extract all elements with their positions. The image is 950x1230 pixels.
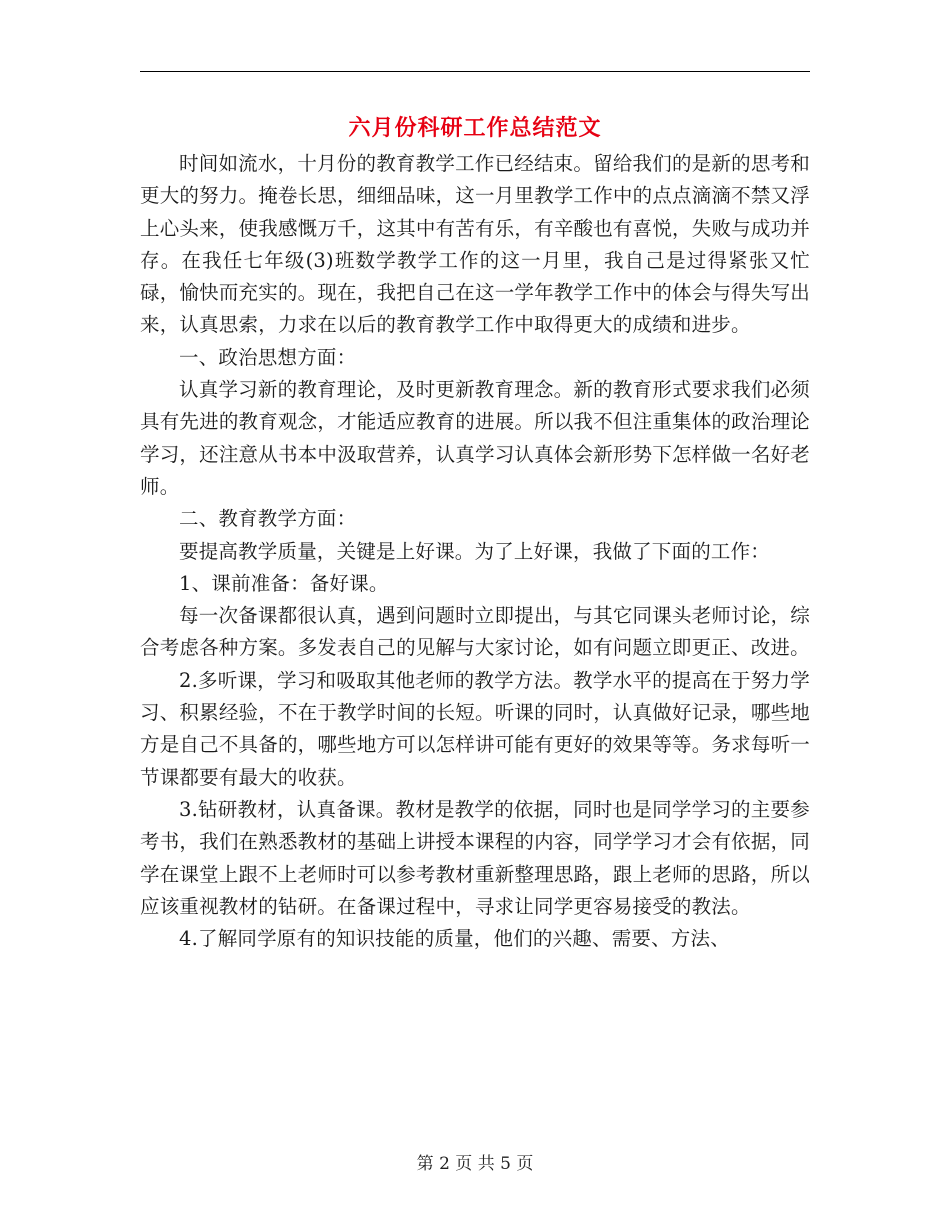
- list-item-3: 3.钻研教材，认真备课。教材是教学的依据，同时也是同学学习的主要参考书，我们在熟悉教材的基础上讲授本课程的内容，同学学习才会有依据，同学在课堂上跟不上老师时可以参考教材重新整理思路，跟上老师的思路，所以应该重视教材的钻研。在备课过程中，寻求让同学更容易接受的教法。: [140, 797, 810, 918]
- paragraph-politics: 认真学习新的教育理论，及时更新教育理念。新的教育形式要求我们必须具有先进的教育观念，才能适应教育的进展。所以我不但注重集体的政治理论学习，还注意从书本中汲取营养，认真学习认真体会新形势下怎样做一名好老师。: [140, 378, 810, 498]
- document-title: 六月份科研工作总结范文: [348, 115, 602, 141]
- page-number-footer: 第 2 页 共 5 页: [416, 1154, 534, 1174]
- section-heading-politics: 一、政治思想方面：: [179, 345, 357, 369]
- header-rule: [140, 71, 810, 72]
- document-body: [140, 148, 810, 955]
- list-item-1-heading: 1、课前准备：备好课。: [179, 571, 389, 595]
- list-item-2: 2.多听课，学习和吸取其他老师的教学方法。教学水平的提高在于努力学习、积累经验，不在于教学时间的长短。听课的同时，认真做好记录，哪些地方是自己不具备的，哪些地方可以怎样讲可能有更好的效果等等。务求每听一节课都要有最大的收获。: [140, 668, 810, 789]
- paragraph-lesson-prep: 每一次备课都很认真，遇到问题时立即提出，与其它同课头老师讨论，综合考虑各种方案。多发表自己的见解与大家讨论，如有问题立即更正、改进。: [140, 604, 810, 660]
- section-heading-teaching: 二、教育教学方面：: [179, 507, 357, 531]
- list-item-4: 4.了解同学原有的知识技能的质量，他们的兴趣、需要、方法、: [179, 927, 730, 951]
- paragraph-intro: 时间如流水，十月份的教育教学工作已经结束。留给我们的是新的思考和更大的努力。掩卷长思，细细品味，这一月里教学工作中的点点滴滴不禁又浮上心头来，使我感慨万千，这其中有苦有乐，有辛酸也有喜悦，失败与成功并存。在我任七年级(3)班数学教学工作的这一月里，我自己是过得紧张又忙碌，愉快而充实的。现在，我把自己在这一学年教学工作中的体会与得失写出来，认真思索，力求在以后的教育教学工作中取得更大的成绩和进步。: [140, 152, 810, 337]
- paragraph-teaching-intro: 要提高教学质量，关键是上好课。为了上好课，我做了下面的工作：: [179, 539, 771, 563]
